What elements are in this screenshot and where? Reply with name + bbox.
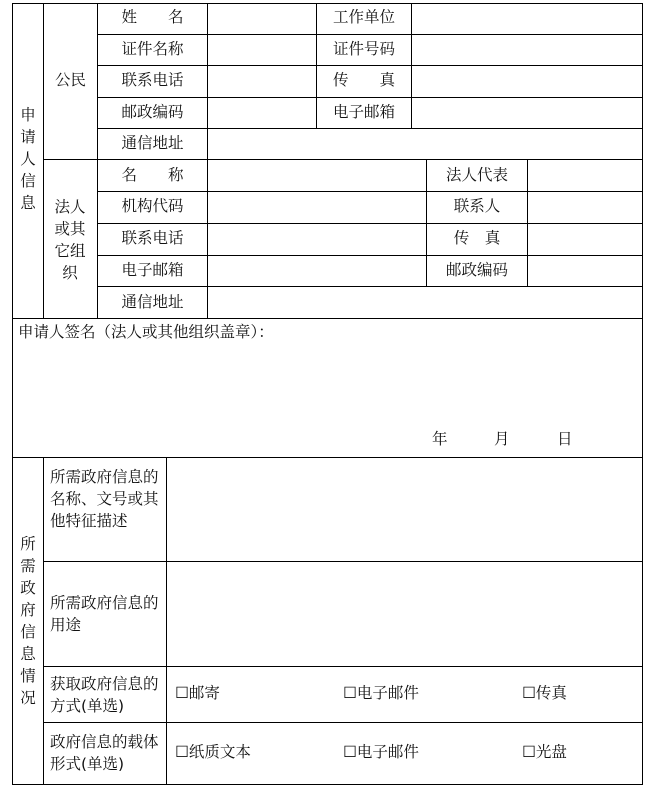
format-label: 政府信息的载体形式(单选) (50, 733, 159, 773)
citizen-address-label: 通信地址 (121, 134, 184, 152)
citizen-postcode-label: 邮政编码 (121, 103, 184, 121)
rule (642, 3, 643, 785)
org-address-label: 通信地址 (121, 293, 184, 311)
rule (43, 561, 643, 562)
citizen-email-label: 电子邮箱 (332, 103, 395, 121)
citizen-id-type-label: 证件名称 (121, 40, 184, 58)
applicant-section-title: 申请人信息 (20, 106, 36, 212)
citizen-fax-label: 传 真 (332, 71, 395, 89)
rule (12, 784, 643, 785)
method-option-mail[interactable]: ☐邮寄 (175, 684, 220, 702)
citizen-label: 公民 (54, 71, 86, 89)
method-option-email[interactable]: ☐电子邮件 (343, 684, 419, 702)
signature-day: 日 (557, 430, 573, 448)
rule (43, 722, 643, 723)
rule (43, 457, 44, 785)
rule (43, 159, 643, 160)
info-section-title: 所需政府信息情况 (20, 535, 36, 707)
citizen-name-label: 姓 名 (121, 8, 184, 26)
rule (98, 286, 643, 287)
signature-year: 年 (432, 430, 448, 448)
rule (411, 3, 412, 129)
description-label: 所需政府信息的名称、文号或其他特征描述 (50, 468, 159, 530)
org-name-label: 名 称 (121, 166, 184, 184)
rule (98, 255, 643, 256)
org-code-label: 机构代码 (121, 197, 184, 215)
org-fax-label: 传 真 (453, 229, 501, 247)
signature-month: 月 (494, 430, 510, 448)
citizen-phone-label: 联系电话 (121, 71, 184, 89)
purpose-label: 所需政府信息的用途 (50, 594, 159, 634)
org-legal-rep-label: 法人代表 (445, 166, 508, 184)
rule (98, 223, 643, 224)
rule (98, 65, 643, 66)
method-option-fax[interactable]: ☐传真 (522, 684, 567, 702)
rule (207, 3, 208, 319)
citizen-id-number-label: 证件号码 (332, 40, 395, 58)
org-phone-label: 联系电话 (121, 229, 184, 247)
method-label: 获取政府信息的方式(单选) (50, 675, 159, 715)
org-postcode-label: 邮政编码 (445, 261, 508, 279)
rule (12, 3, 13, 785)
rule (43, 666, 643, 667)
rule (98, 97, 643, 98)
org-email-label: 电子邮箱 (121, 261, 184, 279)
rule (12, 3, 643, 4)
format-option-disc[interactable]: ☐光盘 (522, 743, 567, 761)
rule (98, 128, 643, 129)
rule (98, 191, 643, 192)
rule (166, 457, 167, 785)
rule (12, 457, 643, 458)
org-label: 法人或其它组织 (54, 198, 86, 282)
rule (527, 159, 528, 287)
rule (43, 3, 44, 319)
signature-label: 申请人签名（法人或其他组织盖章）： (18, 323, 274, 341)
format-option-paper[interactable]: ☐纸质文本 (175, 743, 251, 761)
org-contact-label: 联系人 (453, 197, 501, 215)
citizen-employer-label: 工作单位 (332, 8, 395, 26)
rule (12, 318, 643, 319)
rule (98, 34, 643, 35)
format-option-email[interactable]: ☐电子邮件 (343, 743, 419, 761)
